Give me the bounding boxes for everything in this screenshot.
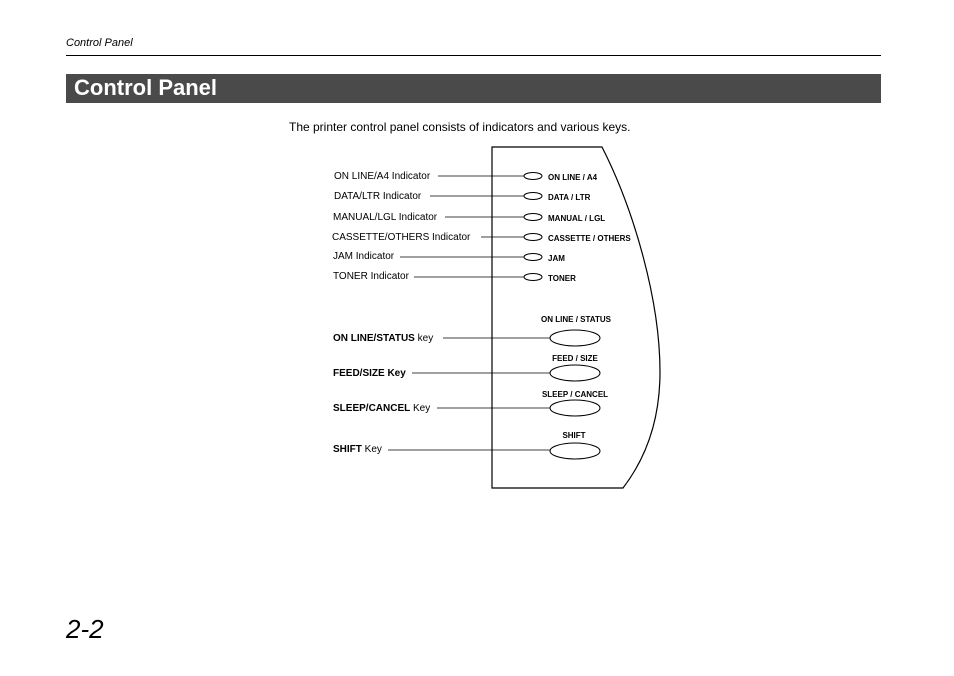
indicator-led (524, 274, 542, 281)
indicator-panel-label: TONER (548, 274, 576, 283)
key-callout: SLEEP/CANCEL Key (333, 403, 431, 414)
key-callout: SHIFT Key (333, 444, 382, 455)
indicator-callout: TONER Indicator (333, 271, 409, 282)
section-title: Control Panel (74, 75, 218, 100)
indicator-callout: JAM Indicator (333, 251, 395, 262)
indicator-led (524, 173, 542, 180)
indicator-callout: DATA/LTR Indicator (334, 191, 422, 202)
indicator-manual-lgl (333, 212, 605, 223)
indicator-panel-label: ON LINE / A4 (548, 173, 598, 182)
indicator-toner (333, 271, 576, 283)
indicator-panel-label: MANUAL / LGL (548, 214, 606, 223)
key-button[interactable] (550, 365, 600, 381)
indicator-panel-label: JAM (548, 254, 565, 263)
feed-size-key[interactable] (333, 354, 600, 381)
running-header: Control Panel (66, 37, 133, 49)
online-status-key[interactable] (333, 315, 612, 346)
shift-key[interactable] (333, 431, 600, 459)
indicator-callout: MANUAL/LGL Indicator (333, 212, 438, 223)
key-button[interactable] (550, 443, 600, 459)
indicator-led (524, 254, 542, 261)
key-callout: FEED/SIZE Key (333, 368, 406, 379)
indicator-online-a4 (334, 171, 598, 182)
indicator-led (524, 234, 542, 241)
indicator-callout: ON LINE/A4 Indicator (334, 171, 431, 182)
indicator-data-ltr (334, 191, 591, 202)
sleep-cancel-key[interactable] (333, 390, 608, 416)
indicator-cassette-others (332, 232, 631, 243)
indicator-led (524, 214, 542, 221)
key-panel-label: ON LINE / STATUS (541, 315, 611, 324)
key-panel-label: SHIFT (562, 431, 586, 440)
key-panel-label: SLEEP / CANCEL (541, 390, 609, 399)
indicator-jam (333, 251, 565, 263)
indicator-callout: CASSETTE/OTHERS Indicator (332, 232, 471, 243)
indicator-panel-label: CASSETTE / OTHERS (548, 234, 631, 243)
intro-text: The printer control panel consists of indicators and various keys. (289, 120, 631, 134)
key-panel-label: FEED / SIZE (552, 354, 598, 363)
key-callout: ON LINE/STATUS key (333, 333, 434, 344)
indicator-led (524, 193, 542, 200)
key-button[interactable] (550, 330, 600, 346)
indicator-panel-label: DATA / LTR (548, 193, 591, 202)
key-button[interactable] (550, 400, 600, 416)
page-number: 2-2 (66, 614, 104, 644)
